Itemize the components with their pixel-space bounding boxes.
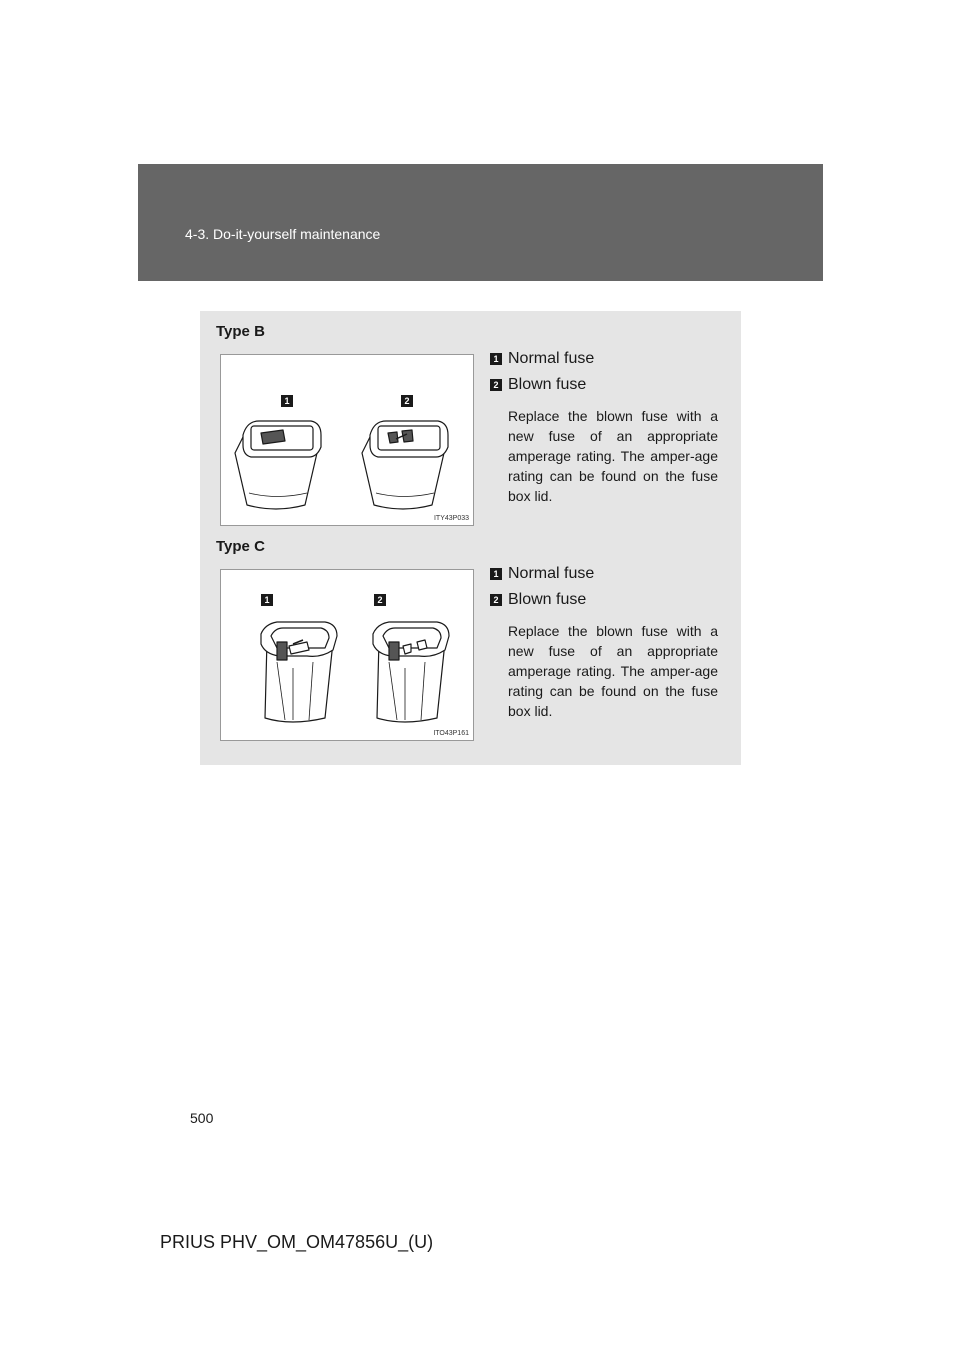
footer-doc-code: PRIUS PHV_OM_OM47856U_(U) (160, 1232, 434, 1252)
page-number: 500 (190, 1110, 214, 1126)
type-b-heading: Type B (216, 323, 265, 340)
section-title: 4-3. Do-it-yourself maintenance (185, 226, 381, 242)
legend-label: Blown fuse (508, 376, 587, 393)
legend-number: 2 (490, 594, 502, 606)
type-c-figure (220, 569, 474, 741)
legend-label: Normal fuse (508, 350, 595, 367)
type-c-heading: Type C (216, 538, 265, 555)
legend-number: 1 (490, 353, 502, 365)
type-b-figure (220, 354, 474, 526)
type-b-fuse-illustration (221, 355, 473, 525)
legend-label: Normal fuse (508, 565, 595, 582)
callout-2: 2 (374, 594, 386, 606)
type-c-fuse-illustration (221, 570, 473, 740)
callout-1: 1 (261, 594, 273, 606)
callout-2: 2 (401, 395, 413, 407)
legend-label: Blown fuse (508, 591, 587, 608)
replacement-note: Replace the blown fuse with a new fuse of an appropriate amperage rating. The amper-age rating can be found on the fuse box lid. (508, 408, 718, 504)
callout-1: 1 (281, 395, 293, 407)
replacement-note: Replace the blown fuse with a new fuse of an appropriate amperage rating. The amper-age rating can be found on the fuse box lid. (508, 623, 718, 719)
legend-number: 1 (490, 568, 502, 580)
figure-code: ITO43P161 (433, 730, 469, 737)
legend-number: 2 (490, 379, 502, 391)
content-box (200, 311, 741, 765)
figure-code: ITY43P033 (433, 515, 469, 522)
header-band (138, 164, 823, 281)
